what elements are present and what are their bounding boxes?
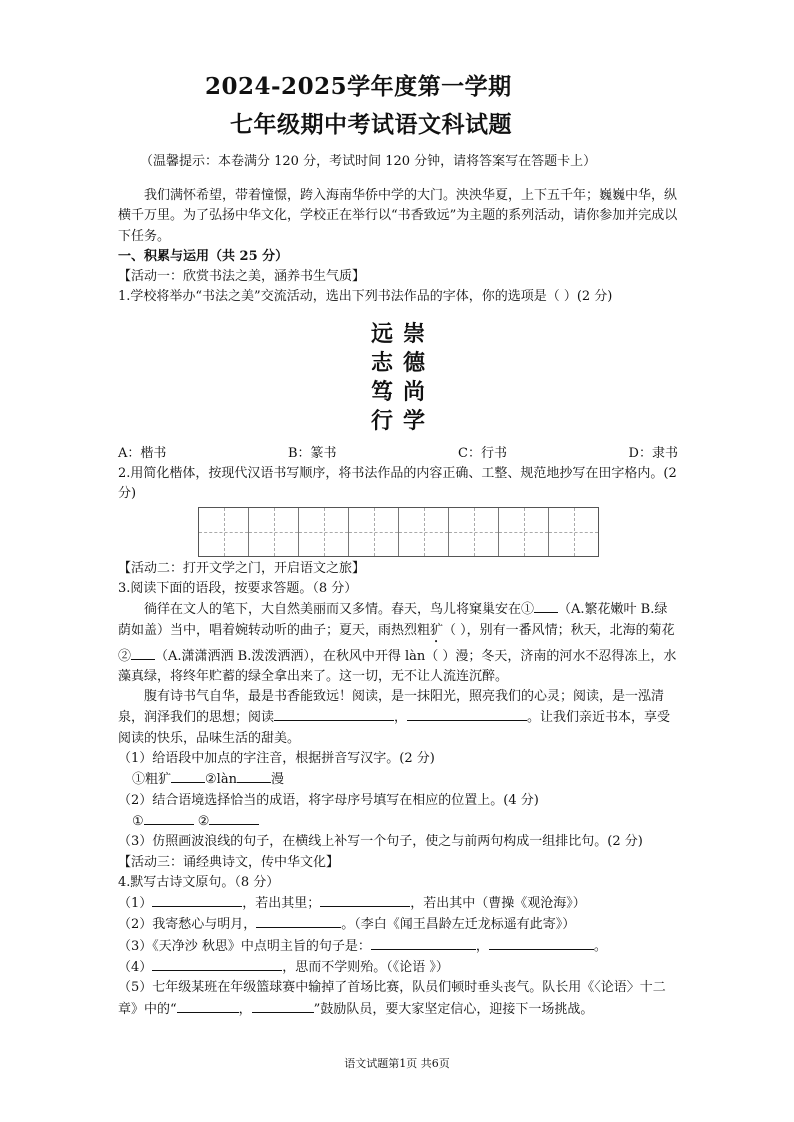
blank-q4-1b[interactable] xyxy=(320,893,410,907)
blank-3[interactable] xyxy=(274,707,394,721)
blank-1[interactable] xyxy=(534,599,558,613)
calligraphy-column-right xyxy=(403,322,425,434)
blank-hanzi[interactable] xyxy=(237,769,271,783)
exam-title-term: 2024-2025学年度第一学期 xyxy=(205,73,512,100)
activity-1-heading: 【活动一：欣赏书法之美，涵养书生气质】 xyxy=(118,269,366,285)
calligraphy-char: 崇 xyxy=(403,321,426,347)
grid-cell[interactable] xyxy=(199,508,249,556)
sub-question-1: （1）给语段中加点的字注音，根据拼音写汉字。(2 分) xyxy=(118,751,435,767)
passage-paragraph-2: 腹有诗书气自华，最是书香能致远！阅读，是一抹阳光，照亮我们的心灵；阅读，是一泓清泉，润泽我们的思想；阅读 ， 。让我们亲近书本，享受阅读的快乐，品味生活的甜美。 xyxy=(118,689,671,746)
calligraphy-char: 笃 xyxy=(370,379,393,405)
calligraphy-char: 行 xyxy=(370,408,393,434)
question-4-1: （1） ，若出其里； ，若出其中（曹操《观沧海》） xyxy=(118,893,678,914)
blank-idiom-2[interactable] xyxy=(209,811,259,825)
calligraphy-char: 德 xyxy=(403,350,426,376)
exam-body xyxy=(118,186,678,1020)
activity-3-heading: 【活动三：诵经典诗文，传中华文化】 xyxy=(118,854,340,870)
exam-tip: （温馨提示：本卷满分 120 分，考试时间 120 分钟，请将答案写在答题卡上） xyxy=(140,154,597,169)
calligraphy-char: 学 xyxy=(403,408,426,434)
blank-q4-3b[interactable] xyxy=(489,936,594,950)
question-3: 3.阅读下面的语段，按要求答题。（8 分） xyxy=(118,580,358,596)
page-footer: 语文试题第1页 共6页 xyxy=(344,1057,450,1070)
grid-cell[interactable] xyxy=(249,508,299,556)
calligraphy-column-left xyxy=(371,322,393,434)
section-heading: 一、积累与运用（共 25 分） xyxy=(118,248,289,264)
blank-q4-3a[interactable] xyxy=(371,936,476,950)
grid-cell[interactable] xyxy=(399,508,449,556)
blank-q4-2[interactable] xyxy=(256,914,341,928)
grid-cell[interactable] xyxy=(299,508,349,556)
option-c[interactable]: C：行书 xyxy=(458,445,507,461)
grid-cell[interactable] xyxy=(499,508,549,556)
grid-cell[interactable] xyxy=(449,508,499,556)
question-4-2: （2）我寄愁心与明月， 。（李白《闻王昌龄左迁龙标遥有此寄》） xyxy=(118,914,678,935)
option-b[interactable]: B：篆书 xyxy=(287,445,337,461)
passage-paragraph-1: 徜徉在文人的笔下，大自然美丽而又多情。春天，鸟儿将窠巢安在① （A.繁花嫩叶 B.绿荫如盖）当中，唱着婉转动听的曲子；夏天，雨热烈粗犷（ ），别有一番风情；秋天，北海的菊花② （A.潇潇洒洒 B.泼泼洒洒），在秋风中开得 làn（ ）漫；冬天，济南的河水不忍得冻上，水藻真绿，将终年贮蓄的绿全拿出来了。这一切，无不让人流连沉醉。 xyxy=(118,599,678,687)
grid-cell[interactable] xyxy=(349,508,399,556)
sub-question-1-answers: ①粗犷 ②làn 漫 xyxy=(118,769,678,790)
calligraphy-artwork xyxy=(118,316,678,440)
blank-pinyin[interactable] xyxy=(171,769,205,783)
grid-cell[interactable] xyxy=(549,508,598,556)
option-d[interactable]: D：隶书 xyxy=(628,445,678,461)
question-4: 4.默写古诗文原句。（8 分） xyxy=(118,874,280,890)
blank-q4-5b[interactable] xyxy=(252,999,314,1013)
calligraphy-char: 尚 xyxy=(403,379,426,405)
question-4-5: （5）七年级某班在年级篮球赛中输掉了首场比赛，队员们顿时垂头丧气。队长用《〈论语〉十二章》中的“ ， ”鼓励队员，要大家坚定信心，迎接下一场挑战。 xyxy=(118,980,666,1017)
blank-idiom-1[interactable] xyxy=(144,811,194,825)
option-a[interactable]: A：楷书 xyxy=(118,445,167,461)
exam-title-subject: 七年级期中考试语文科试题 xyxy=(230,111,512,138)
tianzige-grid xyxy=(198,507,599,557)
question-2: 2.用简化楷体，按现代汉语书写顺序，将书法作品的内容正确、工整、规范地抄写在田字格内。(2 分) xyxy=(118,466,677,502)
sub-question-3: （3）仿照画波浪线的句子，在横线上补写一个句子，使之与前两句构成一组排比句。(2 分) xyxy=(118,834,643,850)
calligraphy-char: 志 xyxy=(370,350,393,376)
intro-paragraph: 我们满怀希望，带着憧憬，跨入海南华侨中学的大门。泱泱华夏，上下五千年；巍巍中华，纵横千万里。为了弘扬中华文化，学校正在举行以“书香致远”为主题的系列活动，请你参加并完成以下任务。 xyxy=(118,188,678,244)
blank-q4-1a[interactable] xyxy=(152,893,242,907)
question-4-4: （4） ，思而不学则殆。（《论语 》） xyxy=(118,957,678,978)
question-1-options xyxy=(118,444,678,464)
question-1: 1.学校将举办“书法之美”交流活动，选出下列书法作品的字体，你的选项是（ ）(2 分) xyxy=(118,289,613,305)
sub-question-2: （2）结合语境选择恰当的成语，将字母序号填写在相应的位置上。(4 分) xyxy=(118,792,539,808)
blank-q4-5a[interactable] xyxy=(177,999,239,1013)
blank-2[interactable] xyxy=(131,646,155,660)
calligraphy-char: 远 xyxy=(370,321,393,347)
activity-2-heading: 【活动二：打开文学之门，开启语文之旅】 xyxy=(118,560,366,576)
sub-question-2-answers: ① ② xyxy=(118,811,678,832)
blank-q4-4[interactable] xyxy=(152,957,282,971)
question-4-3: （3）《天净沙 秋思》中点明主旨的句子是： ， 。 xyxy=(118,936,678,957)
tianzige-grid-area xyxy=(118,505,678,559)
blank-4[interactable] xyxy=(407,707,527,721)
